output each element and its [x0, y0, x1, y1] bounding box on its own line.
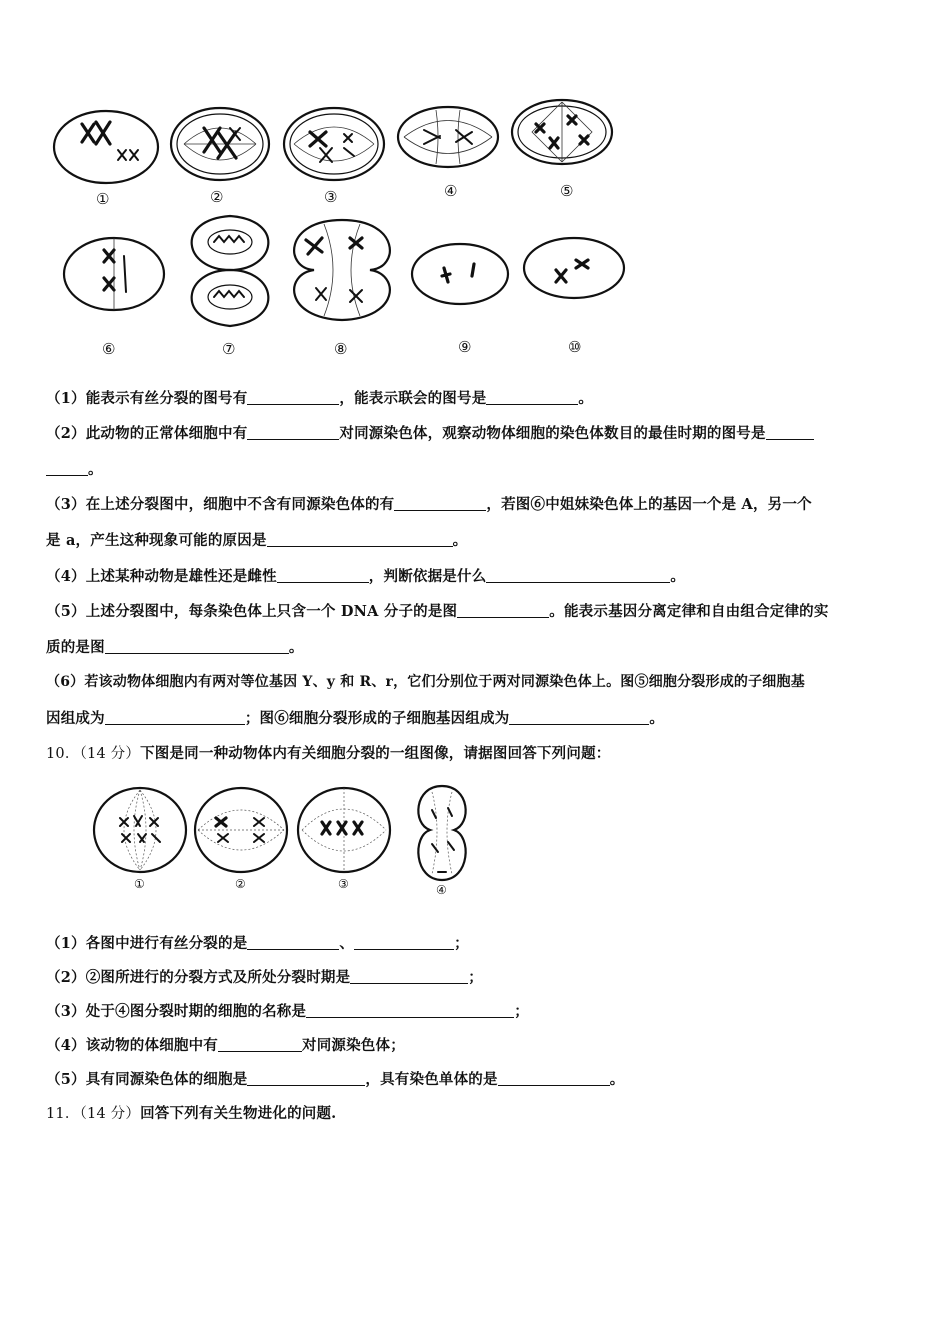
q9-item-6: [46, 671, 805, 691]
fig2-cell-2: [195, 788, 287, 872]
q10-stem: [46, 742, 610, 763]
answer-blank[interactable]: [486, 390, 578, 405]
answer-blank[interactable]: [486, 568, 670, 583]
figure2-label-1: ①: [134, 877, 145, 891]
q10-number: 10．: [46, 746, 80, 762]
figure1-label-3: ③: [324, 188, 338, 206]
q11-score: （14 分）: [79, 1106, 141, 1122]
q9-item-2: [46, 422, 814, 443]
answer-blank[interactable]: [766, 425, 814, 440]
cell-diagram-1: [54, 111, 158, 183]
q10-item-2-text-b: ；: [468, 969, 483, 986]
cell-diagram-6: [64, 238, 164, 310]
q9-item-2-text-b: 对同源染色体，观察动物体细胞的染色体数目的最佳时期的图号是: [339, 425, 766, 442]
q10-item-4-text-b: 对同源染色体；: [302, 1037, 405, 1054]
answer-blank[interactable]: [247, 390, 339, 405]
cell-diagram-7: [192, 216, 269, 326]
q9-item-6-text-a: （6）若该动物体细胞内有两对等位基因 Y、y 和 R、r，它们分别位于两对同源染色体上。图⑤细胞分裂形成的子细胞基: [46, 674, 805, 690]
q9-item-4-text-a: （4）上述某种动物是雄性还是雌性: [46, 568, 277, 585]
fig2-cell-4: [418, 786, 465, 880]
figure2-label-2: ②: [235, 877, 246, 891]
answer-blank[interactable]: [498, 1071, 610, 1086]
figure1-label-1: ①: [96, 190, 110, 208]
cell-diagram-4: [398, 107, 498, 167]
answer-blank[interactable]: [247, 1071, 365, 1086]
answer-blank[interactable]: [218, 1037, 302, 1052]
q10-item-1: [46, 932, 469, 953]
cell-diagram-5: [512, 100, 612, 164]
answer-blank[interactable]: [247, 935, 339, 950]
q9-item-5: [46, 600, 829, 621]
q10-item-3-text-b: ；: [514, 1003, 529, 1020]
answer-blank[interactable]: [267, 532, 453, 547]
q9-item-2-text-c: 。: [88, 461, 103, 478]
q9-item-3: [46, 493, 812, 514]
q9-item-1: [46, 387, 593, 408]
answer-blank[interactable]: [394, 496, 486, 511]
answer-blank[interactable]: [105, 639, 289, 654]
q11-stem: [46, 1102, 336, 1123]
q9-item-1-text-c: 。: [578, 390, 594, 407]
q9-item-2-cont: [46, 458, 103, 479]
figure2-label-4: ④: [436, 883, 447, 897]
q9-item-4: [46, 565, 685, 586]
q9-item-5-text-b: 。能表示基因分离定律和自由组合定律的实: [549, 603, 829, 620]
answer-blank[interactable]: [277, 568, 369, 583]
q9-item-3-cont: [46, 529, 467, 550]
q9-item-6-cont: [46, 707, 664, 728]
q11-number: 11．: [46, 1106, 80, 1122]
q9-item-6-text-b: 因组成为: [46, 710, 105, 727]
cell-diagram-2: [171, 108, 269, 180]
q9-item-3-text-c: 是 a，产生这种现象可能的原因是: [46, 532, 267, 549]
q9-item-5-text-d: 。: [288, 639, 304, 656]
figure1-label-6: ⑥: [102, 340, 116, 358]
q10-item-5-text-a: （5）具有同源染色体的细胞是: [46, 1071, 248, 1088]
q9-item-5-text-a: （5）上述分裂图中，每条染色体上只含一个 DNA 分子的是图: [46, 603, 458, 620]
q10-item-2: [46, 966, 483, 987]
q10-item-5-text-c: 。: [609, 1071, 625, 1088]
cell-diagram-10: [524, 238, 624, 298]
q9-item-4-text-b: ，判断依据是什么: [368, 568, 487, 585]
cell-division-figure-2: [88, 780, 498, 900]
fig2-cell-1: [94, 788, 186, 872]
q10-item-3: [46, 1000, 529, 1021]
q9-item-3-text-a: （3）在上述分裂图中，细胞中不含有同源染色体的有: [46, 496, 395, 513]
q10-item-2-text-a: （2）②图所进行的分裂方式及所处分裂时期是: [46, 969, 351, 986]
q10-item-1-text-c: ；: [454, 935, 469, 952]
answer-blank[interactable]: [105, 710, 245, 725]
answer-blank[interactable]: [457, 603, 549, 618]
cell-diagram-3: [284, 108, 384, 180]
figure1-label-10: ⑩: [568, 338, 582, 356]
q9-item-3-text-b: ，若图⑥中姐妹染色体上的基因一个是 A，另一个: [486, 496, 812, 513]
answer-blank[interactable]: [509, 710, 649, 725]
cell-diagram-9: [412, 244, 508, 304]
q11-stem-text: 回答下列有关生物进化的问题.: [140, 1105, 337, 1122]
q9-item-1-text-a: （1）能表示有丝分裂的图号有: [46, 390, 248, 407]
q10-item-1-text-a: （1）各图中进行有丝分裂的是: [46, 935, 248, 952]
q10-item-5-text-b: ，具有染色单体的是: [365, 1071, 498, 1088]
q10-item-4-text-a: （4）该动物的体细胞中有: [46, 1037, 218, 1054]
figure1-label-2: ②: [210, 188, 224, 206]
answer-blank[interactable]: [354, 935, 454, 950]
q9-item-1-text-b: ，能表示联会的图号是: [339, 390, 487, 407]
fig2-cell-3: [298, 788, 390, 872]
figure1-label-9: ⑨: [458, 338, 472, 356]
figure1-label-4: ④: [444, 182, 458, 200]
figure1-label-8: ⑧: [334, 340, 348, 358]
figure1-label-7: ⑦: [222, 340, 236, 358]
q10-stem-text: 下图是同一种动物体内有关细胞分裂的一组图像，请据图回答下列问题：: [140, 745, 611, 762]
answer-blank[interactable]: [306, 1003, 514, 1018]
answer-blank[interactable]: [46, 461, 88, 476]
q10-item-3-text-a: （3）处于④图分裂时期的细胞的名称是: [46, 1003, 307, 1020]
q10-item-4: [46, 1034, 405, 1055]
cell-diagram-8: [294, 220, 390, 320]
answer-blank[interactable]: [247, 425, 339, 440]
q9-item-5-cont: [46, 636, 304, 657]
q9-item-2-text-a: （2）此动物的正常体细胞中有: [46, 425, 248, 442]
q9-item-6-text-d: 。: [649, 710, 665, 727]
q9-item-4-text-c: 。: [670, 568, 686, 585]
figure2-label-3: ③: [338, 877, 349, 891]
q9-item-3-text-d: 。: [452, 532, 468, 549]
q10-item-5: [46, 1068, 624, 1089]
q10-score: （14 分）: [79, 746, 141, 762]
q9-item-5-text-c: 质的是图: [46, 639, 105, 656]
q10-item-1-text-b: 、: [339, 935, 355, 952]
cell-division-figure-1: [44, 92, 644, 362]
figure1-label-5: ⑤: [560, 182, 574, 200]
answer-blank[interactable]: [350, 969, 468, 984]
q9-item-6-text-c: ；图⑥细胞分裂形成的子细胞基因组成为: [244, 710, 510, 727]
